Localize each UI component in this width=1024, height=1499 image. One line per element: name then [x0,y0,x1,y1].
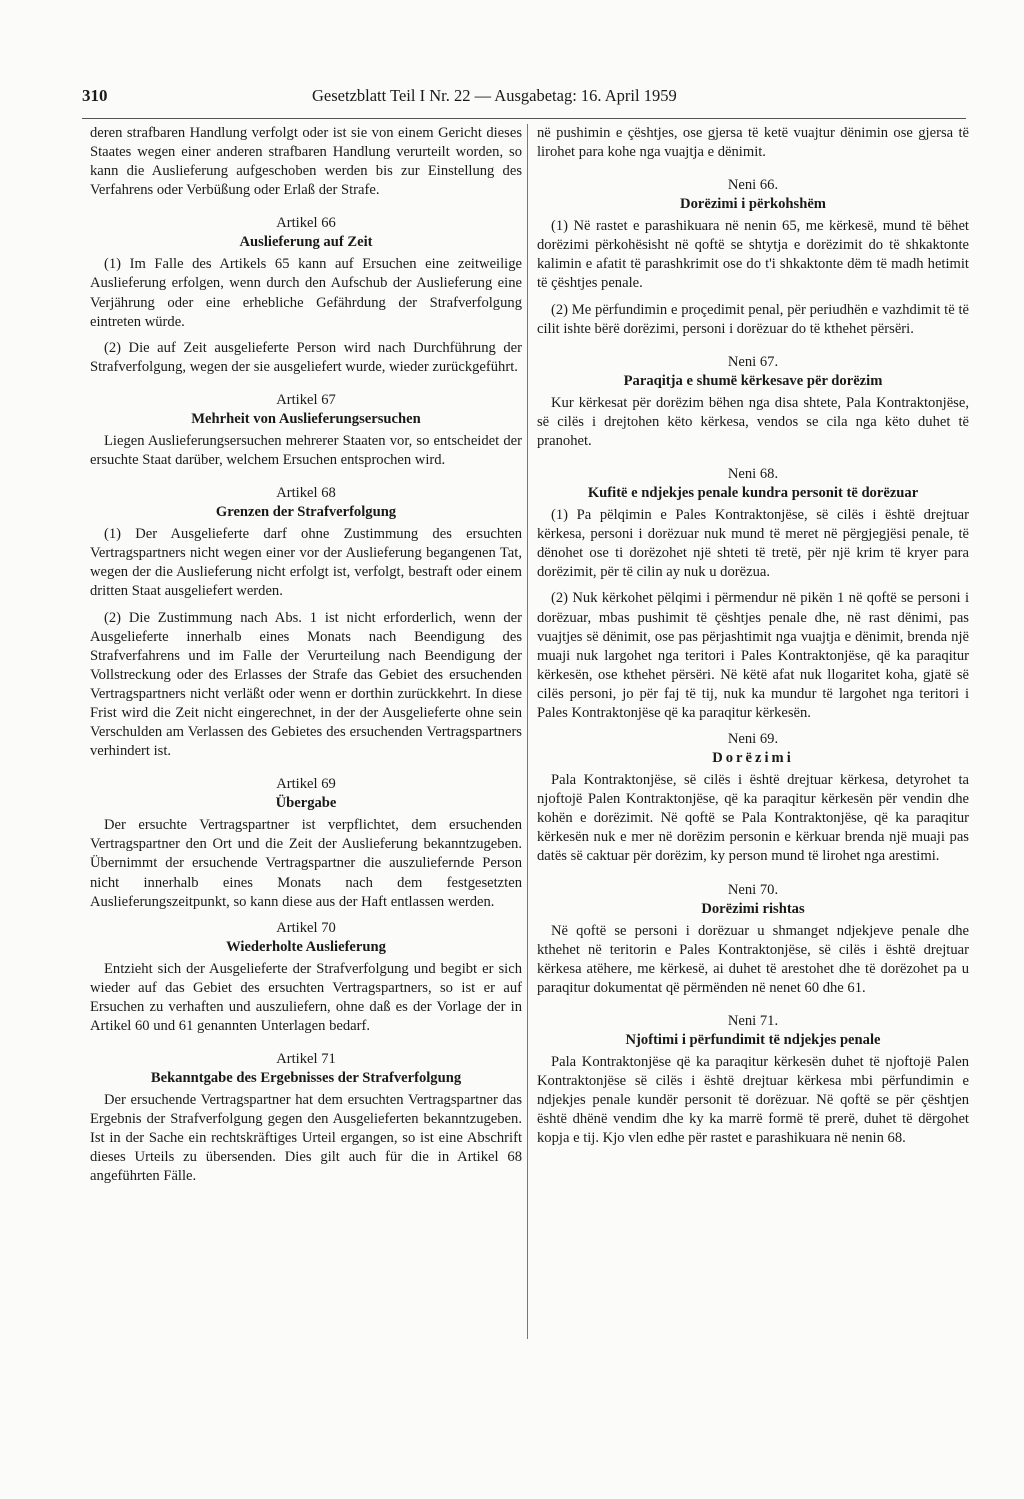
article-66-heading [90,214,522,252]
article-title: Dorëzimi [712,750,794,767]
article-number: Neni 68. [727,466,779,483]
article-paragraph: (2) Me përfundimin e proçedimit penal, për periudhën e vazhdimit të të cilit ishte bërë dorëzimi, personi i dorëzuar do të kthehet përsëri. [537,301,969,337]
article-paragraph: (2) Die auf Zeit ausgelieferte Person wird nach Durchführung der Strafverfolgung, wegen der sie ausgeliefert wurde, wieder zurückgeführt. [90,339,522,375]
neni-69-heading [537,730,969,768]
left-intro-paragraph: deren strafbaren Handlung verfolgt oder ist sie von einem Gericht dieses Staates wegen einer anderen strafbaren Handlung verurteilt worden, so kann die Auslieferung aufgeschoben werden bis zur Einstellung des Verfahrens oder Verbüßung oder Erlaß der Strafe. [90,125,522,199]
article-title: Dorëzimi i përkohshëm [680,196,826,213]
article-paragraph: Entzieht sich der Ausgelieferte der Strafverfolgung und begibt er sich wieder auf das Gebiet des ersuchten Vertragspartners, so ist er auf Ersuchen zu verhaften und auszuliefern, ohne daß es der Vorlage der in Artikel 60 und 61 genannten Unterlagen bedarf. [90,960,522,1034]
article-paragraph: Në qoftë se personi i dorëzuar u shmanget ndjekjeve penale dhe kthehet në teritorin e Pales Kontraktonjëse, së cilës i është drejtuar kërkesa atëhere, me kërkesë, ai duhet të arestohet dhe të dorëzohet pa u paraqitur dokumentat që përmënden në nenet 60 dhe 61. [537,922,969,996]
article-69-heading [90,775,522,813]
article-number: Artikel 68 [276,485,336,502]
article-title: Mehrheit von Auslieferungsersuchen [191,410,421,427]
neni-68-heading [537,465,969,503]
article-paragraph: Der ersuchte Vertragspartner ist verpflichtet, dem ersuchenden Vertragspartner den Ort und die Zeit der Auslieferung bekanntzugeben. Übernimmt der ersuchende Vertragspartner die auszuliefernde Person nicht innerhalb eines Monats nach dem festgesetzten Auslieferungszeitpunkt, so kann diese aus der Haft entlassen werden. [90,817,522,910]
article-title: Übergabe [275,795,337,812]
article-title: Bekanntgabe des Ergebnisses der Strafverfolgung [150,1070,462,1087]
page-header [82,86,962,110]
column-divider [527,124,528,1339]
neni-70-heading [537,881,969,919]
article-title: Grenzen der Strafverfolgung [215,504,397,521]
article-paragraph: Pala Kontraktonjëse që ka paraqitur kërkesën duhet të njoftojë Palen Kontraktonjëse së cilës i është drejtuar kërkesa mbi përfundimin e ndjekjes penale kundër personit të dorëzuar. Në qoftë se për çështjen është dhënë vendim dhe ky ka marrë formë të prerë, duhet të dërgohet kopja e tij. Kjo vlen edhe për rastet e parashikuara në nenin 68. [537,1053,969,1147]
article-68-heading [90,484,522,522]
article-number: Artikel 69 [276,776,336,793]
page-number: 310 [82,86,108,105]
article-title: Njoftimi i përfundimit të ndjekjes penale [625,1031,881,1048]
article-number: Artikel 70 [276,919,336,936]
article-paragraph: Der ersuchende Vertragspartner hat dem ersuchten Vertragspartner das Ergebnis der Strafverfolgung gegen den Ausgelieferten bekanntzugeben. Ist in der Sache ein rechtskräftiges Urteil ergangen, so ist eine Abschrift dieses Urteils zu übersenden. Dies gilt auch für die in Artikel 68 angeführten Fälle. [90,1092,522,1185]
article-number: Artikel 66 [276,215,336,232]
article-number: Neni 70. [727,881,779,898]
article-title: Auslieferung auf Zeit [239,234,373,251]
article-paragraph: Kur kërkesat për dorëzim bëhen nga disa shtete, Pala Kontraktonjëse, së cilës i drejtohen këto kërkesa, vendos se cila nga këto duhet të pranohet. [537,394,969,449]
left-column [90,124,522,1194]
article-paragraph: (1) Im Falle des Artikels 65 kann auf Ersuchen eine zeitweilige Auslieferung erfolgen, wenn durch den Aufschub der Auslieferung eine Verjährung oder eine erhebliche Gefährdung der Strafverfolgung eintreten würde. [90,256,522,330]
right-intro-paragraph: në pushimin e çështjes, ose gjersa të ketë vuajtur dënimin ose gjersa të lirohet para kohe nga vuajtja e dënimit. [537,125,969,161]
article-title: Paraqitja e shumë kërkesave për dorëzim [623,372,883,389]
article-number: Neni 69. [727,731,779,748]
article-title: Wiederholte Auslieferung [226,938,386,955]
running-title: Gesetzblatt Teil I Nr. 22 — Ausgabetag: 16. April 1959 [312,86,677,105]
article-number: Neni 71. [727,1012,779,1029]
article-70-heading [90,919,522,957]
right-column [537,124,969,1155]
article-paragraph: (2) Die Zustimmung nach Abs. 1 ist nicht erforderlich, wenn der Ausgelieferte innerhalb eines Monats nach Beendigung des Strafverfahrens und im Falle der Verurteilung nach Beendigung der Vollstreckung oder des Erlasses der Strafe das Gebiet des ersuchenden Vertragspartners nicht verläßt oder wenn er dorthin zurückkehrt. In diese Frist wird die Zeit nicht eingerechnet, in der der Ausgelieferte ohne sein Verschulden am Verlassen des Gebietes des ersuchenden Vertragspartners verhindert ist. [90,609,522,760]
article-71-heading [90,1050,522,1088]
article-number: Neni 66. [727,177,779,194]
neni-67-heading [537,353,969,391]
article-paragraph: Liegen Auslieferungsersuchen mehrerer Staaten vor, so entscheidet der ersuchte Staat darüber, welchem Ersuchen entsprochen wird. [90,432,522,469]
article-paragraph: (1) Në rastet e parashikuara në nenin 65, me kërkesë, mund të bëhet dorëzimi përkohësisht në qoftë se shtytja e dorëzimit do të shkaktonte kalimin e afatit të parashkrimit ose do t'i shkaktonte dëm të madh hetimit të çështjes penale. [537,218,969,292]
header-rule [82,118,966,119]
article-paragraph: (2) Nuk kërkohet pëlqimi i përmendur në pikën 1 në qoftë se personi i dorëzuar, mbas pushimit të çështjes penale dhe, në rast dënimi, pas vuajtjes së dënimit, ose pas përjashtimit nga vuajtja e dënimit, brenda një muaji nuk largohet nga teritori i Pales Kontraktonjëse, që ka paraqitur kërkesën, ose kthehet përsëri. Në këtë afat nuk llogaritet koha, gjatë së cilës personi, jo për faj të tij, nuk ka mundur të largohet nga teritori i Pales Kontraktonjëse që ka paraqitur kërkesën. [537,590,969,721]
article-number: Artikel 71 [276,1051,336,1068]
article-paragraph: (1) Der Ausgelieferte darf ohne Zustimmung des ersuchten Vertragspartners nicht wegen einer vor der Auslieferung begangenen Tat, wegen der die Auslieferung nicht erfolgt ist, verfolgt, bestraft oder einem dritten Staat ausgeliefert werden. [90,526,522,600]
neni-66-heading [537,176,969,214]
article-number: Artikel 67 [276,391,336,408]
article-title: Dorëzimi rishtas [701,900,805,917]
article-paragraph: (1) Pa pëlqimin e Pales Kontraktonjëse, së cilës i është drejtuar kërkesa, personi i dorëzuar nuk mund të meret në përgjegjësi penale, të dënohet ose ti dorëzohet një shteti të tretë, për një krim të kryer para dorëzimit, për të cilin ay nuk u dorëzua. [537,507,969,581]
neni-71-heading [537,1012,969,1050]
article-paragraph: Pala Kontraktonjëse, së cilës i është drejtuar kërkesa, detyrohet ta njoftojë Palen Kontraktonjëse, që ka paraqitur kërkesën për vendin dhe kohën e dorëzimit. Në qoftë se Pala Kontraktonjëse, që ka paraqitur kërkesën nuk e mer në dorëzim personin e kërkuar brenda një muaji pas datës së caktuar për dorëzim, ky person mund të lirohet nga arestimi. [537,772,969,865]
article-67-heading [90,391,522,429]
article-number: Neni 67. [727,353,779,370]
article-title: Kufitë e ndjekjes penale kundra personit të dorëzuar [587,485,919,502]
